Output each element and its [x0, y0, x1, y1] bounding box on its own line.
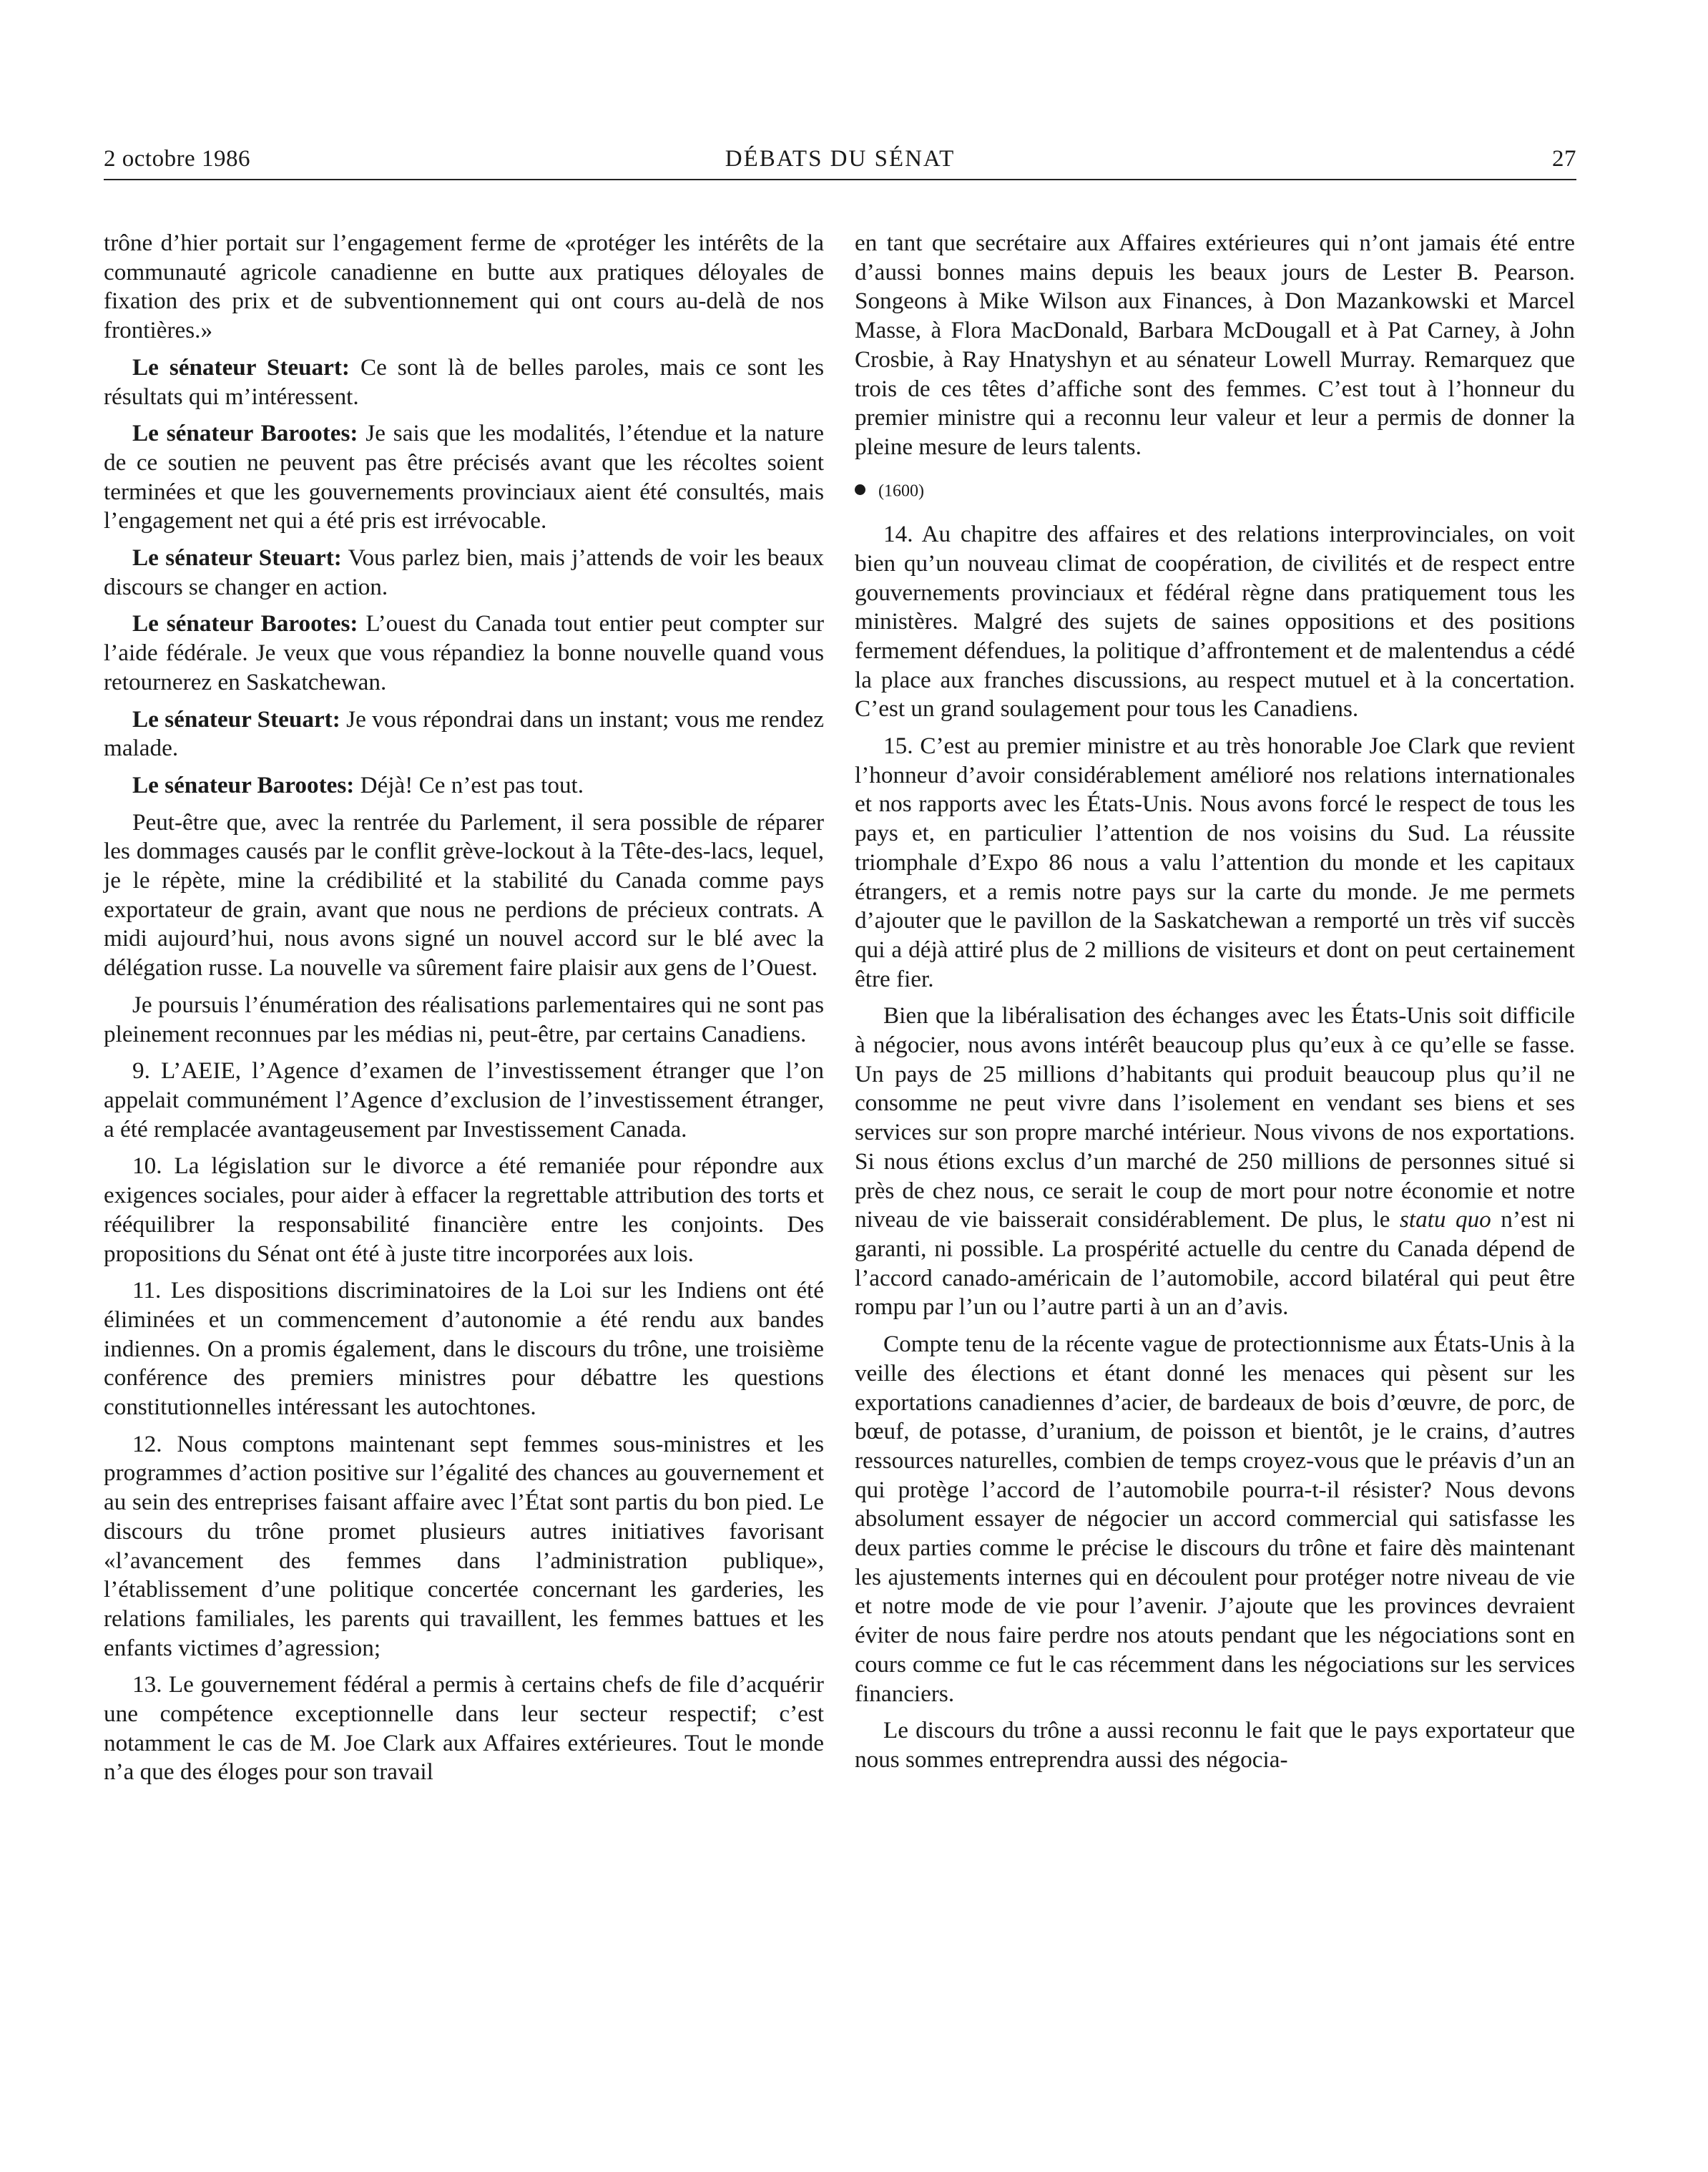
paragraph: 9. L’AEIE, l’Agence d’examen de l’investissement étranger que l’on appelait communément l’Agence d’exclusion de l’investissement étranger, a été remplacée avantageusement par Investissement Canada. — [104, 1057, 824, 1143]
time-marker-label: (1600) — [878, 481, 924, 501]
right-column — [855, 229, 1575, 1783]
paragraph: 11. Les dispositions discriminatoires de la Loi sur les Indiens ont été éliminées et un commencement d’autonomie a été rendu aux bandes indiennes. On a promis également, dans le discours du trône, une troisième conférence des premiers ministres pour débattre les questions constitutionnelles intéressant les autochtones. — [104, 1277, 824, 1421]
paragraph: 14. Au chapitre des affaires et des relations interprovinciales, on voit bien qu’un nouveau climat de coopération, de civilités et de respect entre gouvernements provinciaux et fédéral règne dans pratiquement tous les ministères. Malgré des sujets de saines oppositions et des positions fermement défendues, la politique d’affrontement et de malentendus a cédé la place aux franches discussions, au respect mutuel et à la concertation. C’est un grand soulagement pour tous les Canadiens. — [855, 521, 1575, 723]
speaker-name: Le sénateur Steuart: — [132, 353, 350, 381]
paragraph: Je poursuis l’énumération des réalisations parlementaires qui ne sont pas pleinement reconnues par les médias ni, peut-être, par certains Canadiens. — [104, 991, 824, 1047]
speaker-paragraph: Le sénateur Steuart: Vous parlez bien, mais j’attends de voir les beaux discours se changer en action. — [104, 544, 824, 600]
page-number: 27 — [1552, 146, 1576, 172]
paragraph: trône d’hier portait sur l’engagement ferme de «protéger les intérêts de la communauté agricole canadienne en butte aux pratiques déloyales de fixation des prix et de subventionnement qui ont cours au-delà de nos frontières.» — [104, 230, 824, 344]
speaker-name: Le sénateur Steuart: — [132, 544, 342, 572]
paragraph: Le discours du trône a aussi reconnu le fait que le pays exportateur que nous sommes entreprendra aussi des négocia- — [855, 1717, 1575, 1773]
page-header — [104, 143, 1576, 180]
paragraph: Bien que la libéralisation des échanges avec les États-Unis soit difficile à négocier, nous avons intérêt beaucoup plus qu’eux à ce qu’elle se fasse. Un pays de 25 millions d’habitants qui produit beaucoup plus qu’il ne consomme ne peut vivre dans l’isolement en vendant ses biens et ses services sur son propre marché intérieur. Nous vivons de nos exportations. Si nous étions exclus d’un marché de 250 millions de personnes situé si près de chez nous, ce serait le coup de mort pour notre économie et notre niveau de vie baisserait considérablement. De plus, le statu quo n’est ni garanti, ni possible. La prospérité actuelle du centre du Canada dépend de l’accord canado-américain de l’automobile, accord bilatéral qui peut être rompu par l’un ou l’autre parti à un an d’avis. — [855, 1002, 1576, 1321]
paragraph: Compte tenu de la récente vague de protectionnisme aux États-Unis à la veille des élections et étant donné les menaces qui pèsent sur les exportations canadiennes d’acier, de bardeaux de bois d’œuvre, de porc, de bœuf, de potasse, d’uranium, de poisson et bientôt, je le crains, d’autres ressources naturelles, combien de temps croyez-vous que le préavis d’un an qui protège l’accord de l’automobile pourra-t-il résister? Nous devons absolument essayer de négocier un accord commercial qui satisfasse les deux parties comme le précise le discours du trône et faire dès maintenant les ajustements internes qui en découlent pour protéger notre niveau de vie et notre mode de vie pour l’avenir. J’ajoute que les provinces devraient éviter de nous faire perdre nos atouts pendant que les négociations sont en cours comme ce fut le cas récemment dans les négociations sur les services financiers. — [855, 1331, 1575, 1707]
speaker-paragraph: Le sénateur Steuart: Je vous répondrai dans un instant; vous me rendez malade. — [104, 705, 824, 762]
paragraph: en tant que secrétaire aux Affaires extérieures qui n’ont jamais été entre d’aussi bonnes mains depuis les beaux jours de Lester B. Pearson. Songeons à Mike Wilson aux Finances, à Don Mazankowski et Marcel Masse, à Flora MacDonald, Barbara McDougall et à Pat Carney, à John Crosbie, à Ray Hnatyshyn et au sénateur Lowell Murray. Remarquez que trois de ces têtes d’affiche sont des femmes. C’est tout à l’honneur du premier ministre qui a reconnu leur valeur et leur a permis de donner la pleine mesure de leurs talents. — [855, 230, 1575, 460]
paragraph: Peut-être que, avec la rentrée du Parlement, il sera possible de réparer les dommages causés par le conflit grève-lockout à la Tête-des-lacs, lequel, je le répète, mine la crédibilité et la stabilité du Canada comme pays exportateur de grain, avant que nous ne perdions de précieux contrats. A midi aujourd’hui, nous avons signé un nouvel accord sur le blé avec la délégation russe. La nouvelle va sûrement faire plaisir aux gens de l’Ouest. — [104, 808, 824, 982]
bullet-icon — [855, 484, 865, 495]
speaker-paragraph: Le sénateur Barootes: Je sais que les modalités, l’étendue et la nature de ce soutien ne peuvent pas être précisés avant que les récoltes soient terminées et que les gouvernements provinciaux aient été consultés, mais l’engagement net qui a été pris est irrévocable. — [104, 420, 824, 534]
speaker-name: Le sénateur Barootes: — [132, 610, 358, 637]
header-title: DÉBATS DU SÉNAT — [725, 146, 956, 172]
speaker-paragraph: Le sénateur Barootes: L’ouest du Canada tout entier peut compter sur l’aide fédérale. Je veux que vous répandiez la bonne nouvelle quand vous retournerez en Saskatchewan. — [104, 610, 825, 695]
time-marker — [855, 479, 1575, 502]
header-date: 2 octobre 1986 — [104, 146, 250, 172]
speaker-paragraph: Le sénateur Steuart: Ce sont là de belles paroles, mais ce sont les résultats qui m’intéressent. — [104, 353, 824, 410]
paragraph: 15. C’est au premier ministre et au très honorable Joe Clark que revient l’honneur d’avoir considérablement amélioré nos relations internationales et nos rapports avec les États-Unis. Nous avons forcé le respect de tous les pays et, en particulier l’attention de nos voisins du Sud. La réussite triomphale d’Expo 86 nous a valu l’attention du monde et les capitaux étrangers, et a remis notre pays sur la carte du monde. Je me permets d’ajouter que le pavillon de la Saskatchewan a remporté un très vif succès qui a déjà attiré plus de 2 millions de visiteurs et dont on peut certainement être fier. — [855, 733, 1575, 992]
paragraph: 13. Le gouvernement fédéral a permis à certains chefs de file d’acquérir une compétence exceptionnelle dans leur secteur respectif; c’est notamment le cas de M. Joe Clark aux Affaires extérieures. Tout le monde n’a que des éloges pour son travail — [104, 1671, 824, 1786]
speaker-paragraph: Le sénateur Barootes: Déjà! Ce n’est pas tout. — [132, 771, 584, 798]
paragraph: 12. Nous comptons maintenant sept femmes sous-ministres et les programmes d’action positive sur l’égalité des chances au gouvernement et au sein des entreprises faisant affaire avec l’État sont partis du bon pied. Le discours du trône promet plusieurs autres initiatives favorisant «l’avancement des femmes dans l’administration publique», l’établissement d’une politique concertée concernant les garderies, les relations familiales, les parents qui travaillent, les femmes battues et les enfants victimes d’agression; — [104, 1430, 824, 1661]
left-column — [104, 229, 824, 1795]
paragraph: 10. La législation sur le divorce a été remaniée pour répondre aux exigences sociales, pour aider à effacer la regrettable attribution des torts et rééquilibrer la responsabilité financière entre les conjoints. Des propositions du Sénat ont été à juste titre incorporées aux lois. — [104, 1153, 824, 1267]
speaker-name: Le sénateur Barootes: — [132, 420, 358, 447]
italic-term: statu quo — [1399, 1206, 1491, 1233]
speaker-name: Le sénateur Barootes: — [132, 771, 355, 798]
speaker-name: Le sénateur Steuart: — [132, 705, 340, 733]
